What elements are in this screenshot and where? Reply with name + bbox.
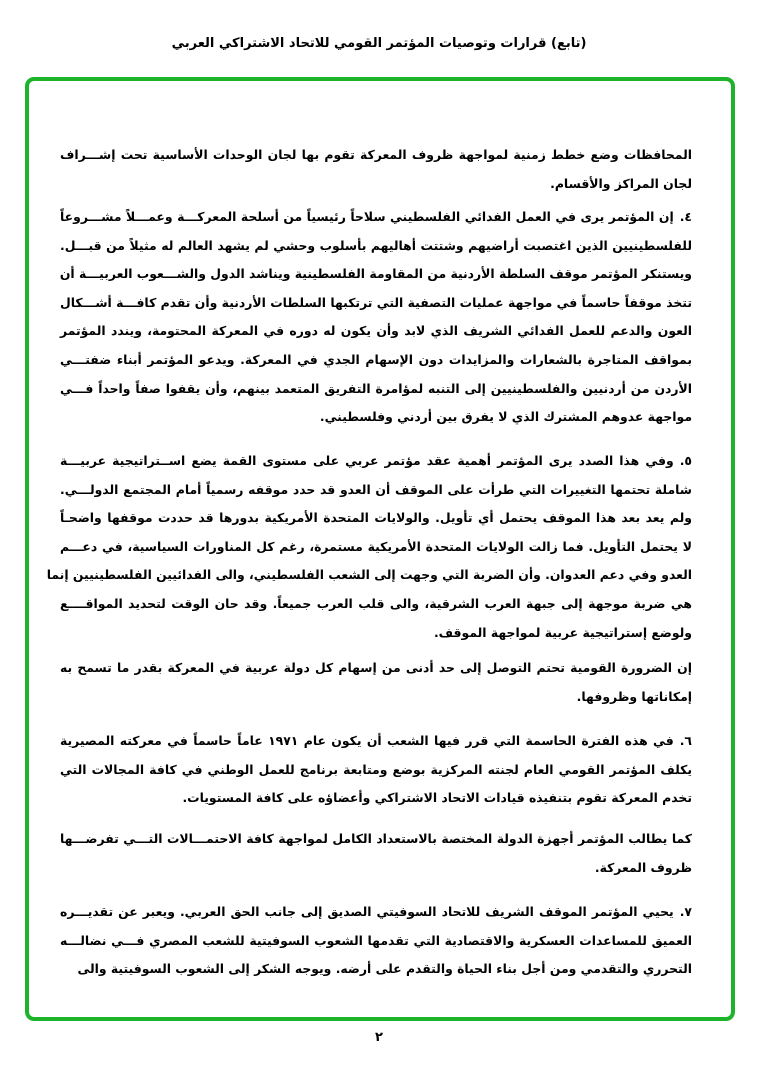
paragraph-line [60,375,692,404]
paragraph-line [60,727,692,756]
line-text: يحيي المؤتمر الموقف الشريف للاتحاد السوفيتي الصديق إلى جانب الحق العربي. ويعبر عن تقديـــره [60,904,674,919]
line-text: يكلف المؤتمر القومي العام لجنته المركزية بوضع ومتابعة برنامج للعمل الوطني في كافة المجالات التي [60,761,692,777]
paragraph-line [60,619,692,648]
paragraph-line [60,756,692,785]
paragraph-line [60,476,692,505]
paragraph-line [60,289,692,318]
line-text: كما يطالب المؤتمر أجهزة الدولة المختصة بالاستعداد الكامل لمواجهة كافة الاحتمـــالات التـــي تفرضـــها [60,831,692,846]
paragraph-line [60,683,692,712]
line-text: إمكاناتها وظروفها. [576,688,692,704]
paragraph-line [60,854,692,883]
paragraph-number: ٤. [679,209,692,224]
paragraph-line [60,825,692,854]
paragraph-line [60,955,692,984]
paragraph-number: ٥. [679,453,692,468]
paragraph-line [60,590,692,619]
line-text: بمواقف المتاجرة بالشعارات والمزايدات دون الإسهام الجدي في المعركة. ويدعو المؤتمر أبناء ضفتـــي [60,351,692,367]
line-text: الأردن من أردنيين والفلسطينيين إلى التنبه لمؤامرة التفريق المتعمد بينهم، وأن يقفوا صفاً واحداً فـــي [60,380,692,396]
paragraph-line [60,533,692,562]
line-text: لا يحتمل التأويل. فما زالت الولايات المتحدة الأمريكية مستمرة، رغم كل المناورات السياسية، في دعـــم [60,538,692,554]
paragraph-number: ٧. [679,904,692,919]
line-text: وفي هذا الصدد يرى المؤتمر أهمية عقد مؤتمر عربي على مستوى القمة يضع اســتراتيجية عربيـــة [60,453,674,468]
page-title: (تابع) قرارات وتوصيات المؤتمر القومي للاتحاد الاشتراكي العربي [171,36,587,51]
paragraph-line [46,561,692,590]
line-text: لجان المراكز والأقسام. [550,175,692,191]
paragraph-line [60,447,692,476]
line-text: إن الضرورة القومية تحتم التوصل إلى حد أدنى من إسهام كل دولة عربية في المعركة بقدر ما تسمح به [60,660,692,675]
line-text: مواجهة عدوهم المشترك الذي لا يفرق بين أردني وفلسطيني. [319,409,692,425]
page-number: ٢ [375,1030,383,1045]
numbered-paragraph [60,203,692,432]
line-text: العون والدعم للعمل الفدائي الشريف الذي لابد وأن يكون له دوره في المعركة المحتومة، ويندد المؤتمر [60,323,692,339]
line-text: تخدم المعركة تقوم بتنفيذه قيادات الاتحاد الاشتراكي وأعضاؤه على كافة المستويات. [182,790,692,806]
paragraph [60,654,692,711]
line-text: ولم يعد بعد هذا الموقف يحتمل أي تأويل. والولايات المتحدة الأمريكية بدورها قد حددت موقفها واضحـاً [60,510,692,526]
line-text: في هذه الفترة الحاسمة التي قرر فيها الشعب أن يكون عام ١٩٧١ عاماً حاسماً في معركته المصيرية [60,733,674,748]
line-text: العميق للمساعدات العسكرية والاقتصادية التي تقدمها الشعوب السوفيتية للشعب المصري فـــي نضالـــه [60,932,692,948]
numbered-paragraph [46,447,692,647]
line-text: إن المؤتمر يرى في العمل الفدائي الفلسطيني سلاحاً رئيسياً من أسلحة المعركـــة وعمـــلاً مشـــروعاً [60,209,674,224]
line-text: تتخذ موقفاً حاسماً في مواجهة عمليات التصفية التي ترتكبها السلطات الأردنية وأن تقدم كافـــة أشـــكال [60,294,692,310]
line-text: للفلسطينيين الذين اغتصبت أراضيهم وشتتت أهاليهم بأسلوب وحشي لم يشهد العالم له مثيلاً من قبـــل. [60,237,692,253]
numbered-paragraph [60,898,692,984]
line-text: ولوضع إستراتيجية عربية لمواجهة الموقف. [433,624,692,640]
paragraph-line [60,232,692,261]
numbered-paragraph [60,727,692,813]
paragraph [60,141,692,198]
paragraph-line [60,141,692,170]
paragraph-line [60,317,692,346]
paragraph [60,825,692,882]
paragraph-number: ٦. [679,733,692,748]
line-text: ظروف المعركة. [594,859,692,875]
paragraph-line [60,927,692,956]
line-text: ويستنكر المؤتمر موقف السلطة الأردنية من المقاومة الفلسطينية ويناشد الدول والشـــعوب العربيـــة أن [59,266,692,282]
line-text: المحافظات وضع خطط زمنية لمواجهة ظروف المعركة تقوم بها لجان الوحدات الأساسية تحت إشـــراف [60,147,692,162]
line-text: شاملة تحتمها التغييرات التي طرأت على الموقف أن العدو قد حدد موقفه رسمياً أمام المجتمع الدولـــي. [60,481,692,497]
paragraph-line [60,504,692,533]
paragraph-line [60,170,692,199]
line-text: هي ضربة موجهة إلى جبهة العرب الشرقية، والى قلب العرب جميعاً. وقد حان الوقت لتحديد المواقــــع [60,595,692,611]
line-text: العدو وفي دعم العدوان. وأن الضربة التي وجهت إلى الشعب الفلسطيني، والى الفدائيين الفلسطينيين إنما [46,567,692,583]
line-text: التحرري والتقدمي ومن أجل بناء الحياة والتقدم على أرضه. ويوجه الشكر إلى الشعوب السوفيتية والى [77,961,692,977]
paragraph-line [60,784,692,813]
paragraph-line [60,260,692,289]
paragraph-line [60,403,692,432]
paragraph-line [60,898,692,927]
paragraph-line [60,346,692,375]
paragraph-line [60,654,692,683]
paragraph-line [60,203,692,232]
